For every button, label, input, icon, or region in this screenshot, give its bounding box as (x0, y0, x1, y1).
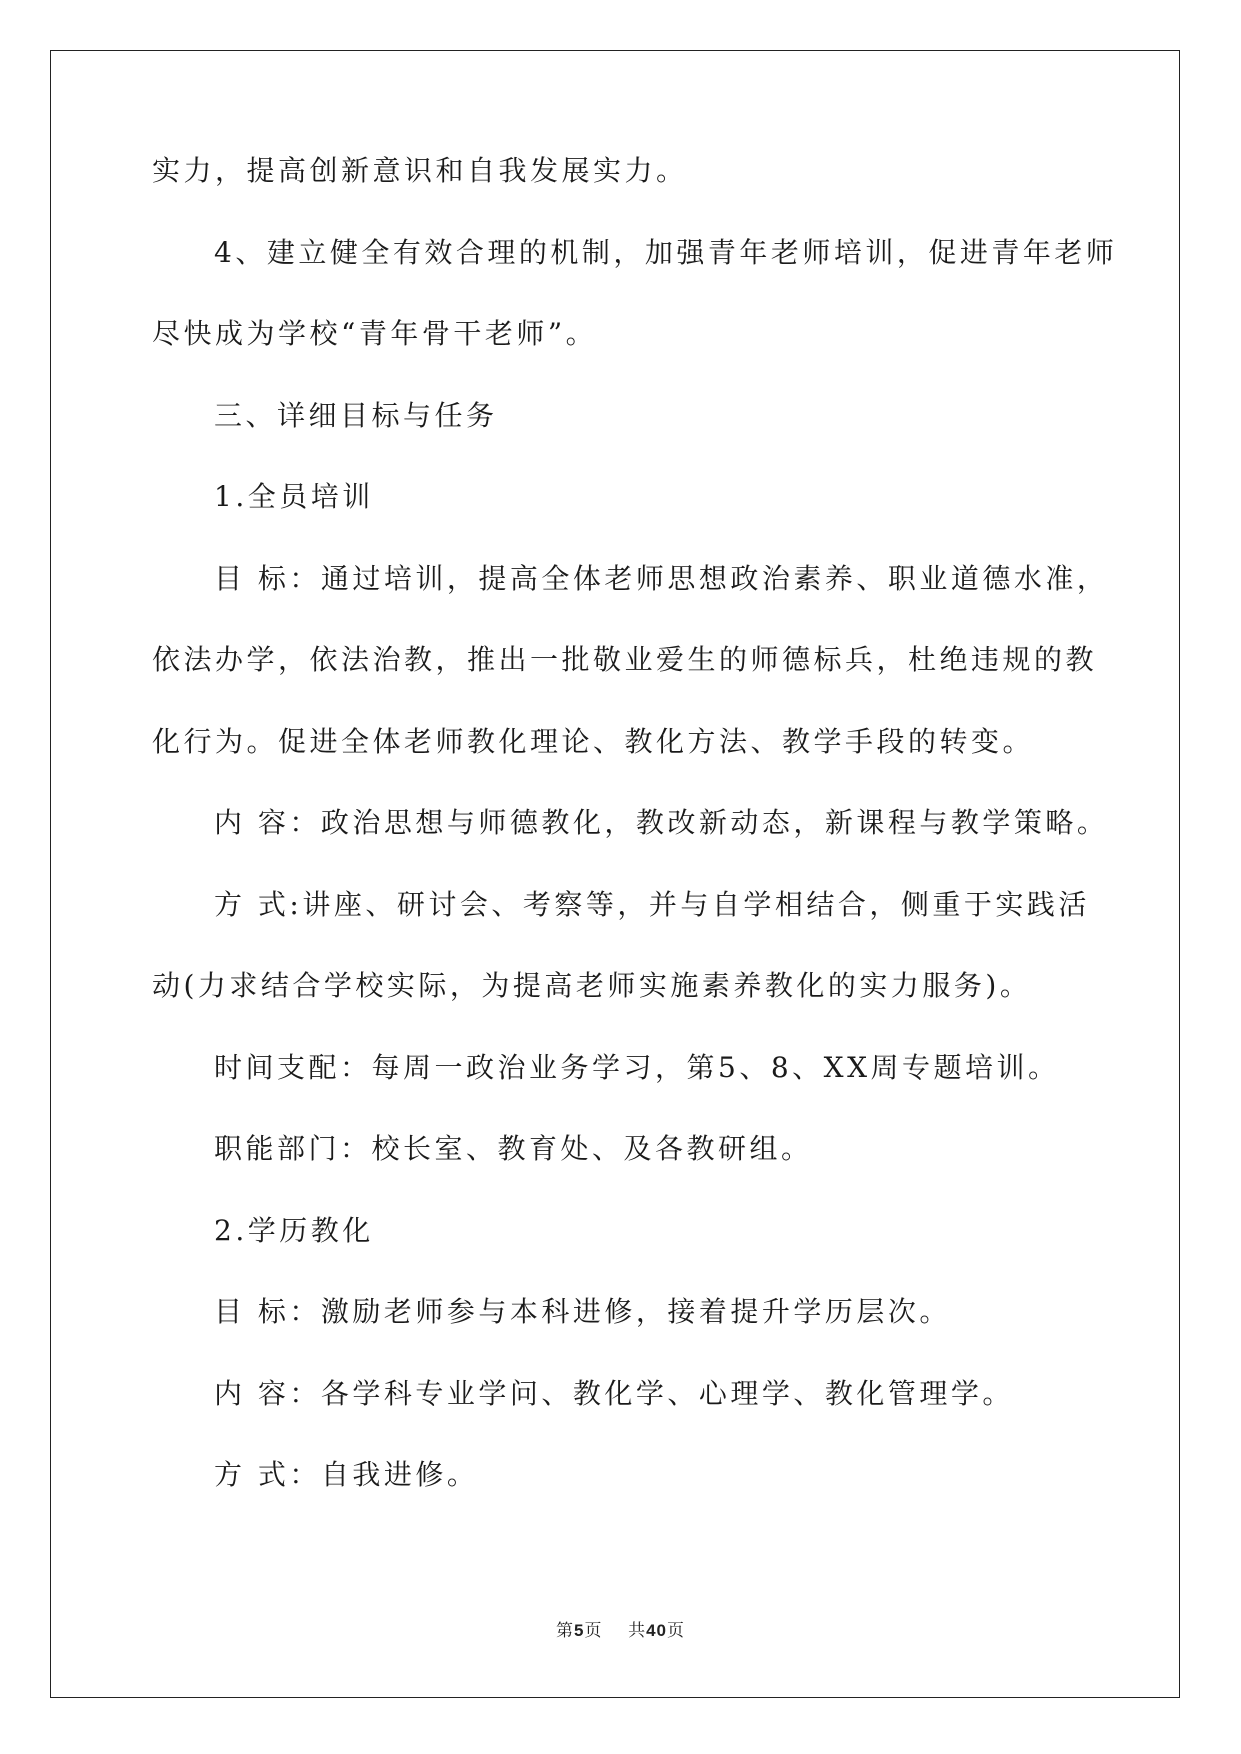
footer-total-suffix: 页 (667, 1621, 685, 1641)
paragraph-line: 方 式：自我进修。 (214, 1458, 479, 1491)
page-footer (0, 1616, 1241, 1641)
paragraph-line: 化行为。促进全体老师教化理论、教化方法、教学手段的转变。 (152, 724, 1035, 758)
paragraph-line: 内 容：政治思想与师德教化，教改新动态，新课程与教学策略。 (214, 806, 1109, 839)
paragraph-line: 实力，提高创新意识和自我发展实力。 (152, 154, 688, 187)
paragraph-line: 目 标：通过培训，提高全体老师思想政治素养、职业道德水准， (214, 561, 1109, 595)
footer-page-suffix: 页 (584, 1621, 603, 1641)
footer-total-prefix: 共 (628, 1621, 647, 1641)
subsection-heading: 2.学历教化 (214, 1213, 374, 1247)
paragraph-line: 内 容：各学科专业学问、教化学、心理学、教化管理学。 (214, 1376, 1014, 1410)
section-heading: 三、详细目标与任务 (214, 398, 498, 432)
footer-prefix: 第 (555, 1621, 574, 1641)
document-body (152, 154, 1118, 1542)
paragraph-line: 职能部门：校长室、教育处、及各教研组。 (214, 1132, 813, 1165)
subsection-heading: 1.全员培训 (214, 480, 374, 513)
paragraph-line: 依法办学，依法治教，推出一批敬业爱生的师德标兵，杜绝违规的教 (152, 643, 1098, 676)
paragraph-line: 4、建立健全有效合理的机制，加强青年老师培训，促进青年老师 (214, 235, 1118, 269)
paragraph-line: 时间支配：每周一政治业务学习，第5、8、XX周专题培训。 (214, 1050, 1060, 1084)
paragraph-line: 动(力求结合学校实际，为提高老师实施素养教化的实力服务)。 (152, 969, 1032, 1002)
paragraph-line: 方 式:讲座、研讨会、考察等，并与自学相结合，侧重于实践活 (214, 887, 1090, 921)
current-page-number: 5 (573, 1621, 585, 1640)
total-page-count: 40 (646, 1621, 667, 1640)
paragraph-line: 目 标：激励老师参与本科进修，接着提升学历层次。 (214, 1295, 951, 1328)
paragraph-line: 尽快成为学校“青年骨干老师”。 (152, 317, 598, 350)
